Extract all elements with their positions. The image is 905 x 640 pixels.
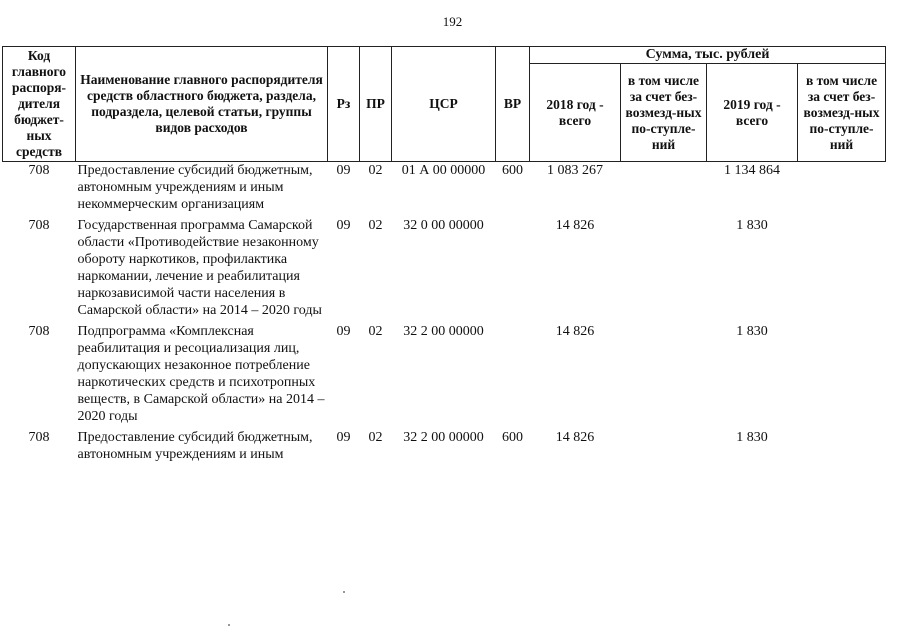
table-row [3, 162, 886, 218]
cell-csr: 01 А 00 00000 [401, 163, 486, 178]
cell-code: 708 [28, 218, 50, 233]
header-2019-grants: в том числе за счет без-возмезд-ных по-ступле-ний [798, 64, 886, 162]
cell-pr: 02 [368, 430, 383, 445]
cell-2018-grants [621, 429, 707, 467]
cell-name: Предоставление субсидий бюджетным, автономным учреждениям и иным некоммерческим организациям [77, 163, 313, 212]
cell-2018-total: 14 826 [555, 324, 595, 339]
cell-name: Предоставление субсидий бюджетным, автономным учреждениям и иным [77, 430, 313, 462]
cell-vr [496, 217, 530, 323]
cell-2018-total: 14 826 [555, 430, 595, 445]
cell-code: 708 [28, 163, 50, 178]
header-pr: ПР [360, 47, 392, 162]
cell-code: 708 [28, 430, 50, 445]
scan-speck [228, 624, 230, 626]
cell-rz: 09 [336, 430, 351, 445]
cell-2019-total: 1 830 [736, 324, 768, 339]
cell-csr: 32 2 00 00000 [403, 324, 484, 339]
cell-pr: 02 [368, 218, 383, 233]
header-sum-group: Сумма, тыс. рублей [530, 47, 886, 64]
cell-csr: 32 2 00 00000 [403, 430, 484, 445]
cell-2018-grants [621, 323, 707, 429]
cell-pr: 02 [368, 163, 383, 178]
header-2018-grants: в том числе за счет без-возмезд-ных по-ступле-ний [621, 64, 707, 162]
cell-name: Подпрограмма «Комплексная реабилитация и ресоциализация лиц, допускающих незаконное потребление наркотических средств и психотропных веществ, в Самарской области» на 2014 – 2020 годы [77, 324, 325, 424]
table-row [3, 323, 886, 429]
cell-vr: 600 [502, 163, 523, 178]
header-vr: ВР [496, 47, 530, 162]
cell-2019-total: 1 134 864 [724, 163, 780, 178]
cell-vr [496, 323, 530, 429]
header-rz: Рз [328, 47, 360, 162]
cell-rz: 09 [336, 163, 351, 178]
cell-pr: 02 [368, 324, 383, 339]
cell-rz: 09 [336, 324, 351, 339]
table-body [3, 162, 886, 468]
cell-2019-total: 1 830 [736, 218, 768, 233]
header-name: Наименование главного распорядителя средств областного бюджета, раздела, подраздела, целевой статьи, группы видов расходов [76, 47, 328, 162]
cell-code: 708 [28, 324, 50, 339]
cell-rz: 09 [336, 218, 351, 233]
cell-2018-total: 14 826 [555, 218, 595, 233]
cell-2018-total: 1 083 267 [547, 163, 603, 178]
cell-2019-total: 1 830 [736, 430, 768, 445]
cell-2019-grants [798, 429, 886, 467]
cell-name: Государственная программа Самарской области «Противодействие незаконному обороту наркотиков, профилактика наркомании, лечение и реабилитация наркозависимой части населения в Самарской области» на 2014 – 2020 годы [77, 218, 322, 318]
page-number: 192 [442, 14, 463, 29]
header-2018-total: 2018 год - всего [530, 64, 621, 162]
cell-2018-grants [621, 217, 707, 323]
cell-2019-grants [798, 217, 886, 323]
header-code: Код главного распоря-дителя бюджет-ных средств [3, 47, 76, 162]
cell-2018-grants [621, 162, 707, 218]
table-row [3, 217, 886, 323]
cell-csr: 32 0 00 00000 [403, 218, 484, 233]
cell-2019-grants [798, 323, 886, 429]
header-2019-total: 2019 год - всего [707, 64, 798, 162]
cell-vr: 600 [502, 430, 523, 445]
table-header [3, 47, 886, 162]
budget-table [2, 46, 886, 467]
table-row [3, 429, 886, 467]
cell-2019-grants [798, 162, 886, 218]
scan-speck [343, 591, 345, 593]
header-csr: ЦСР [392, 47, 496, 162]
